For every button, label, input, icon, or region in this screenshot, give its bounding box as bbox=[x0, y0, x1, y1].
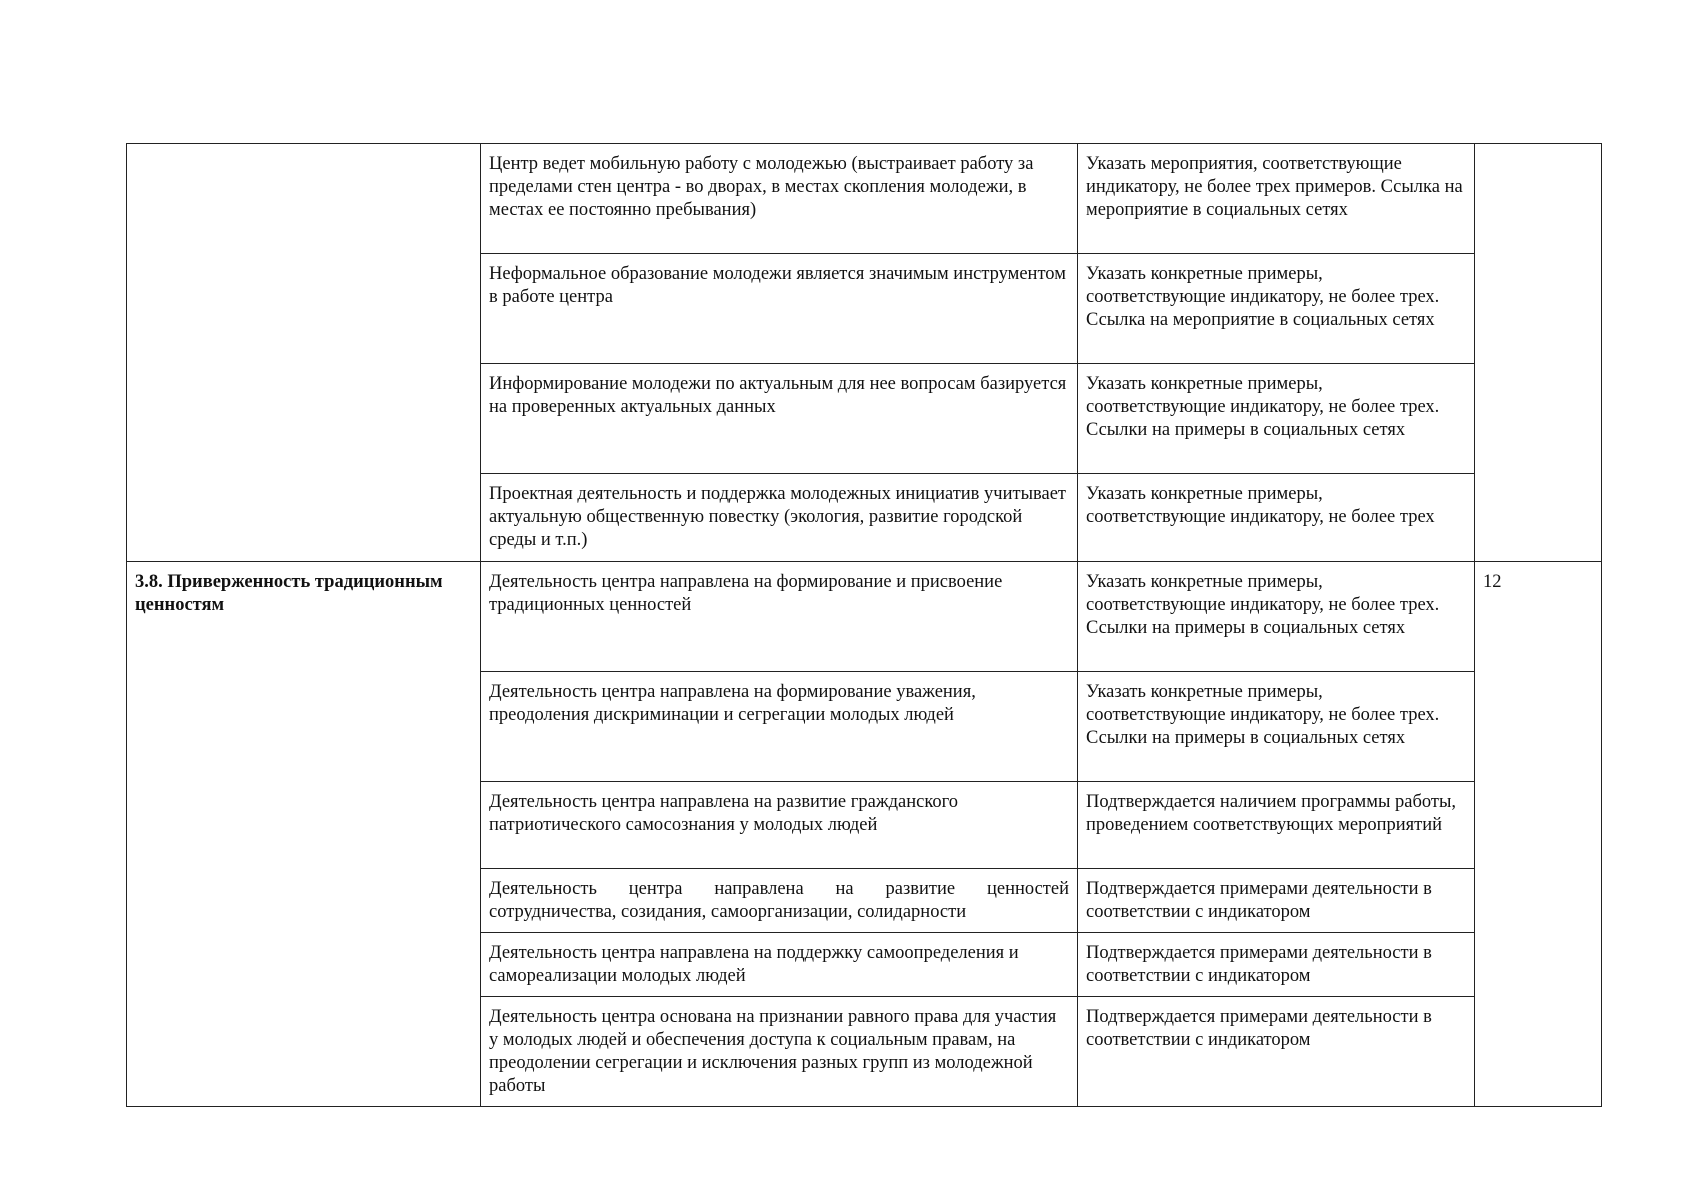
indicator-cell: Проектная деятельность и поддержка молодежных инициатив учитывает актуальную общественную повестку (экология, развитие городской среды и т.п.) bbox=[481, 474, 1078, 562]
confirmation-cell: Указать конкретные примеры, соответствующие индикатору, не более трех. Ссылки на примеры в социальных сетях bbox=[1078, 364, 1475, 474]
indicator-cell: Неформальное образование молодежи является значимым инструментом в работе центра bbox=[481, 254, 1078, 364]
indicator-cell bbox=[481, 869, 1078, 933]
indicator-cell: Центр ведет мобильную работу с молодежью (выстраивает работу за пределами стен центра - во дворах, в местах скопления молодежи, в местах ее постоянно пребывания) bbox=[481, 144, 1078, 254]
confirmation-cell: Указать конкретные примеры, соответствующие индикатору, не более трех. Ссылка на мероприятие в социальных сетях bbox=[1078, 254, 1475, 364]
criterion-cell: 3.8. Приверженность традиционным ценностям bbox=[127, 562, 481, 1107]
confirmation-cell: Подтверждается примерами деятельности в соответствии с индикатором bbox=[1078, 997, 1475, 1107]
score-cell-empty bbox=[1475, 144, 1602, 562]
score-cell: 12 bbox=[1475, 562, 1602, 1107]
criteria-table bbox=[126, 143, 1602, 1107]
indicator-cell: Информирование молодежи по актуальным для нее вопросам базируется на проверенных актуальных данных bbox=[481, 364, 1078, 474]
confirmation-cell: Указать конкретные примеры, соответствующие индикатору, не более трех bbox=[1078, 474, 1475, 562]
indicator-line: Деятельность центра направлена на развитие ценностей bbox=[489, 879, 1069, 899]
confirmation-cell: Подтверждается примерами деятельности в соответствии с индикатором bbox=[1078, 869, 1475, 933]
confirmation-cell: Указать мероприятия, соответствующие индикатору, не более трех примеров. Ссылка на мероприятие в социальных сетях bbox=[1078, 144, 1475, 254]
indicator-cell: Деятельность центра направлена на поддержку самоопределения и самореализации молодых людей bbox=[481, 933, 1078, 997]
table-row bbox=[127, 562, 1602, 672]
indicator-line: сотрудничества, созидания, самоорганизации, солидарности bbox=[489, 902, 967, 922]
confirmation-cell: Подтверждается наличием программы работы, проведением соответствующих мероприятий bbox=[1078, 782, 1475, 869]
indicator-cell: Деятельность центра направлена на формирование и присвоение традиционных ценностей bbox=[481, 562, 1078, 672]
indicator-cell: Деятельность центра основана на признании равного права для участия у молодых людей и обеспечения доступа к социальным правам, на преодолении сегрегации и исключения разных групп из молодежной работы bbox=[481, 997, 1078, 1107]
confirmation-cell: Указать конкретные примеры, соответствующие индикатору, не более трех. Ссылки на примеры в социальных сетях bbox=[1078, 672, 1475, 782]
criterion-cell-empty bbox=[127, 144, 481, 562]
indicator-cell: Деятельность центра направлена на развитие гражданского патриотического самосознания у молодых людей bbox=[481, 782, 1078, 869]
confirmation-cell: Подтверждается примерами деятельности в соответствии с индикатором bbox=[1078, 933, 1475, 997]
table-row bbox=[127, 144, 1602, 254]
confirmation-cell: Указать конкретные примеры, соответствующие индикатору, не более трех. Ссылки на примеры в социальных сетях bbox=[1078, 562, 1475, 672]
indicator-cell: Деятельность центра направлена на формирование уважения, преодоления дискриминации и сегрегации молодых людей bbox=[481, 672, 1078, 782]
